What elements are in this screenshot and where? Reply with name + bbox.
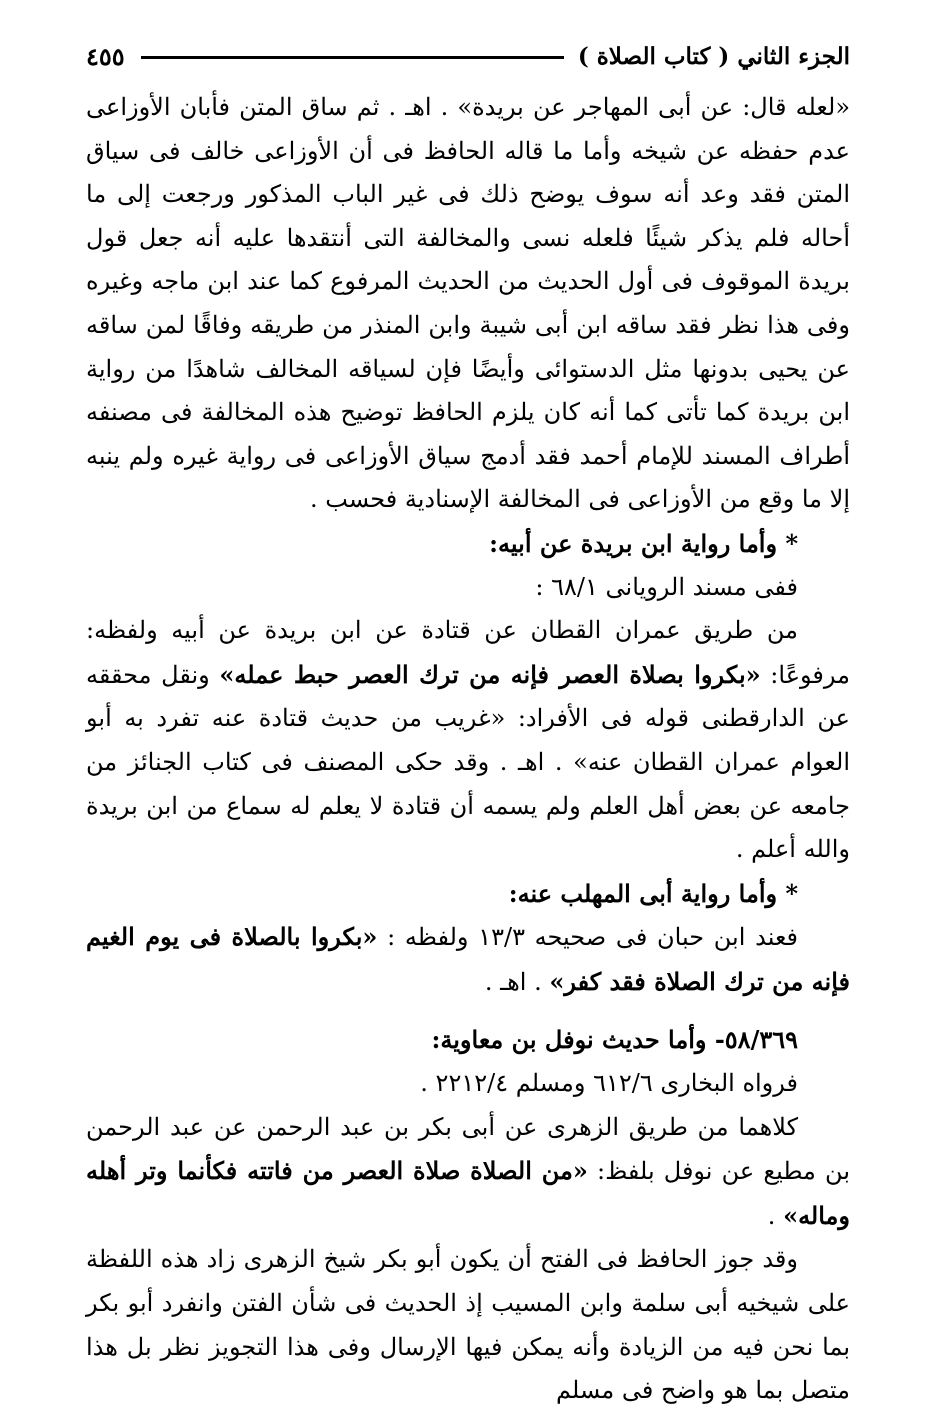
paragraph-6-text-b: . xyxy=(767,1201,784,1230)
section-heading-abi-al-muhallab xyxy=(86,872,850,916)
hadith-quote-1: «بكروا بصلاة العصر فإنه من ترك العصر حبط عمله» xyxy=(219,659,761,689)
paragraph-3-text-b: ونقل محققه عن الدارقطنى قوله فى الأفراد: «غريب من حديث قتادة عنه تفرد به أبو العوام عمران القطان عنه» . اهـ . وقد حكى المصنف فى كتاب الجنائز من جامعه عن بعض أهل العلم ولم يسمه أن قتادة لا يعلم له سماع من ابن بريدة والله أعلم . xyxy=(86,660,850,864)
hadith-quote-2: «بكروا بالصلاة فى يوم الغيم فإنه من ترك الصلاة فقد كفر» xyxy=(86,922,850,996)
page-body xyxy=(86,86,850,1413)
running-title: الجزء الثاني ( كتاب الصلاة ) xyxy=(577,42,850,70)
paragraph-3-text-a: من طريق عمران القطان عن قتادة عن ابن بريدة عن أبيه ولفظه: مرفوعًا: xyxy=(86,616,850,689)
page-header xyxy=(86,36,850,76)
paragraph-4 xyxy=(86,915,850,1004)
section-heading-ibn-buraydah xyxy=(86,522,850,566)
paragraph-2: ففى مسند الرويانى ٦٨/١ : xyxy=(535,572,798,601)
heading-text: وأما رواية أبى المهلب عنه: xyxy=(508,878,778,908)
page-number: ٤٥٥ xyxy=(86,41,125,71)
paragraph-3 xyxy=(86,609,850,872)
asterisk-icon: * xyxy=(785,528,798,558)
paragraph-7: وقد جوز الحافظ فى الفتح أن يكون أبو بكر شيخ الزهرى زاد هذه اللفظة على شيخيه أبى سلمة وابن المسيب إذ الحديث فى شأن الفتن وانفرد أبو بكر بما نحن فيه من الزيادة وأنه يمكن فيها الإرسال وفى هذا التجويز نظر بل هذا متصل بما هو واضح فى مسلم xyxy=(86,1245,850,1405)
paragraph-5: فرواه البخارى ٦١٢/٦ ومسلم ٢٢١٢/٤ . xyxy=(420,1069,798,1098)
hadith-quote-3: «من الصلاة صلاة العصر من فاتته فكأنما وتر أهله وماله» xyxy=(86,1156,850,1230)
section-heading-nawfal: ٥٨/٣٦٩- وأما حديث نوفل بن معاوية: xyxy=(431,1025,798,1055)
paragraph-6-text-a: كلاهما من طريق الزهرى عن أبى بكر بن عبد الرحمن عن عبد الرحمن بن مطيع عن نوفل بلفظ: xyxy=(86,1112,850,1186)
header-rule xyxy=(141,56,564,59)
paragraph-1: «لعله قال: عن أبى المهاجر عن بريدة» . اهـ . ثم ساق المتن فأبان الأوزاعى عدم حفظه عن شيخه وأما ما قاله الحافظ فى أن الأوزاعى خالف فى سياق المتن فقد وعد أنه سوف يوضح ذلك فى غير الباب المذكور ورجعت إلى ما أحاله فلم يذكر شيئًا فلعله نسى والمخالفة التى أنتقدها عليه أنه جعل قول بريدة الموقوف فى أول الحديث من الحديث المرفوع كما عند ابن ماجه وغيره وفى هذا نظر فقد ساقه ابن أبى شيبة وابن المنذر من طريقه وفاقًا لمن ساقه عن يحيى بدونها مثل الدستوائى وأيضًا فإن لسياقه المخالف شاهدًا من رواية ابن بريدة كما تأتى كما أنه كان يلزم الحافظ توضيح هذه المخالفة فى مصنفه أطراف المسند للإمام أحمد فقد أدمج سياق الأوزاعى فى رواية غيره ولم ينبه إلا ما وقع من الأوزاعى فى المخالفة الإسنادية فحسب . xyxy=(86,93,851,514)
paragraph-4-text-a: فعند ابن حبان فى صحيحه ١٣/٣ ولفظه : xyxy=(377,923,798,952)
heading-text: وأما رواية ابن بريدة عن أبيه: xyxy=(489,528,778,558)
paragraph-6 xyxy=(86,1106,850,1239)
paragraph-4-text-b: . اهـ . xyxy=(484,967,550,996)
asterisk-icon: * xyxy=(785,878,798,908)
